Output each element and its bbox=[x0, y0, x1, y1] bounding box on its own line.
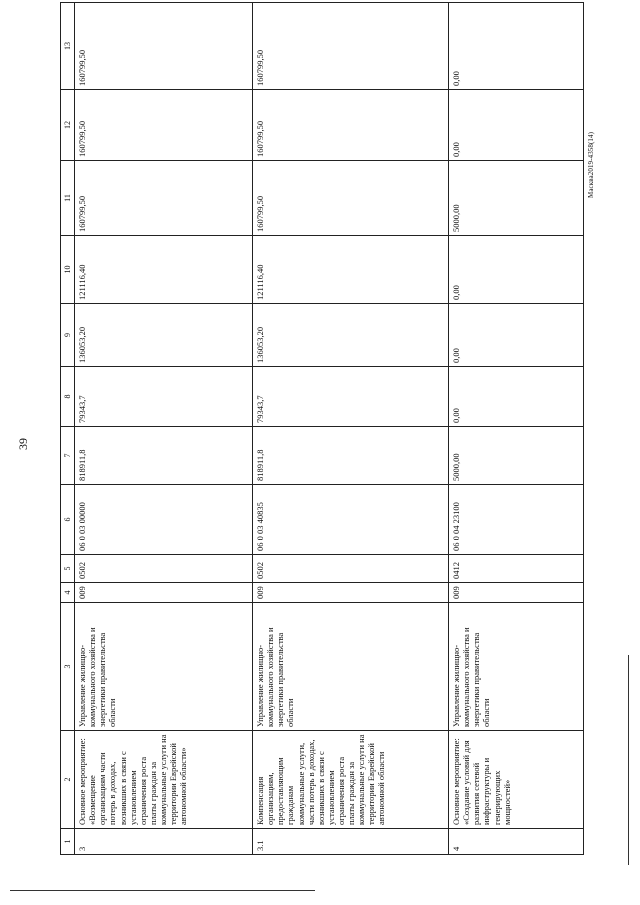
activity-name: Компенсация организациям, предоставляющим гражданам коммунальные услуги, части потерь в доходах, возникших в связи с установлением ограничения роста платы граждан за коммунальные услуги на территории Еврейской автономной области bbox=[253, 731, 449, 829]
column-header: 13 bbox=[61, 3, 75, 90]
column-header: 7 bbox=[61, 427, 75, 485]
page-number: 39 bbox=[16, 438, 30, 450]
activity-name: Основное мероприятие: «Возмещение организациям части потерь в доходах, возникших в связи с установлением ограничения роста платы граждан за коммунальные услуги на территории Еврейской автономной области» bbox=[75, 731, 253, 829]
value-col7: 5000,00 bbox=[449, 427, 584, 485]
value-col11: 5000,00 bbox=[449, 161, 584, 236]
table-header-row bbox=[61, 3, 75, 855]
value-col11: 160799,50 bbox=[253, 161, 449, 236]
value-col9: 136053,20 bbox=[253, 304, 449, 367]
executor: Управление жилищно-коммунального хозяйства и энергетики правительства области bbox=[75, 603, 253, 731]
value-col9: 0,00 bbox=[449, 304, 584, 367]
column-header: 6 bbox=[61, 485, 75, 555]
table-row bbox=[253, 3, 449, 855]
column-header: 12 bbox=[61, 90, 75, 161]
value-col10: 121116,40 bbox=[75, 236, 253, 304]
target-article-code: 06 0 03 00000 bbox=[75, 485, 253, 555]
section-code: 0502 bbox=[75, 555, 253, 583]
column-header: 9 bbox=[61, 304, 75, 367]
value-col7: 818911,8 bbox=[253, 427, 449, 485]
column-header: 1 bbox=[61, 829, 75, 855]
column-header: 4 bbox=[61, 583, 75, 603]
column-header: 11 bbox=[61, 161, 75, 236]
target-article-code: 06 0 03 40835 bbox=[253, 485, 449, 555]
executor: Управление жилищно-коммунального хозяйства и энергетики правительства области bbox=[449, 603, 584, 731]
value-col12: 160799,50 bbox=[253, 90, 449, 161]
grbs-code: 009 bbox=[253, 583, 449, 603]
value-col8: 79343,7 bbox=[75, 367, 253, 427]
value-col13: 160799,50 bbox=[75, 3, 253, 90]
column-header: 3 bbox=[61, 603, 75, 731]
right-edge-rule bbox=[628, 655, 629, 865]
section-code: 0502 bbox=[253, 555, 449, 583]
column-header: 8 bbox=[61, 367, 75, 427]
value-col13: 0,00 bbox=[449, 3, 584, 90]
value-col12: 0,00 bbox=[449, 90, 584, 161]
value-col12: 160799,50 bbox=[75, 90, 253, 161]
value-col8: 79343,7 bbox=[253, 367, 449, 427]
budget-table-frame bbox=[60, 3, 583, 855]
row-number: 3.1 bbox=[253, 829, 449, 855]
target-article-code: 06 0 04 23100 bbox=[449, 485, 584, 555]
value-col7: 818911,8 bbox=[75, 427, 253, 485]
activity-name: Основное мероприятие: «Создание условий для развития сетевой инфраструктуры и генерирующих мощностей» bbox=[449, 731, 584, 829]
column-header: 5 bbox=[61, 555, 75, 583]
column-header: 10 bbox=[61, 236, 75, 304]
grbs-code: 009 bbox=[449, 583, 584, 603]
grbs-code: 009 bbox=[75, 583, 253, 603]
document-footer-code: Масква2019-4358(14) bbox=[587, 131, 595, 198]
column-header: 2 bbox=[61, 731, 75, 829]
value-col11: 160799,50 bbox=[75, 161, 253, 236]
value-col8: 0,00 bbox=[449, 367, 584, 427]
section-code: 0412 bbox=[449, 555, 584, 583]
table-row bbox=[75, 3, 253, 855]
value-col13: 160799,50 bbox=[253, 3, 449, 90]
table-row bbox=[449, 3, 584, 855]
budget-table bbox=[60, 2, 584, 855]
value-col10: 0,00 bbox=[449, 236, 584, 304]
executor: Управление жилищно-коммунального хозяйства и энергетики правительства области bbox=[253, 603, 449, 731]
bottom-rule bbox=[10, 890, 315, 891]
row-number: 3 bbox=[75, 829, 253, 855]
value-col9: 136053,20 bbox=[75, 304, 253, 367]
value-col10: 121116,40 bbox=[253, 236, 449, 304]
row-number: 4 bbox=[449, 829, 584, 855]
